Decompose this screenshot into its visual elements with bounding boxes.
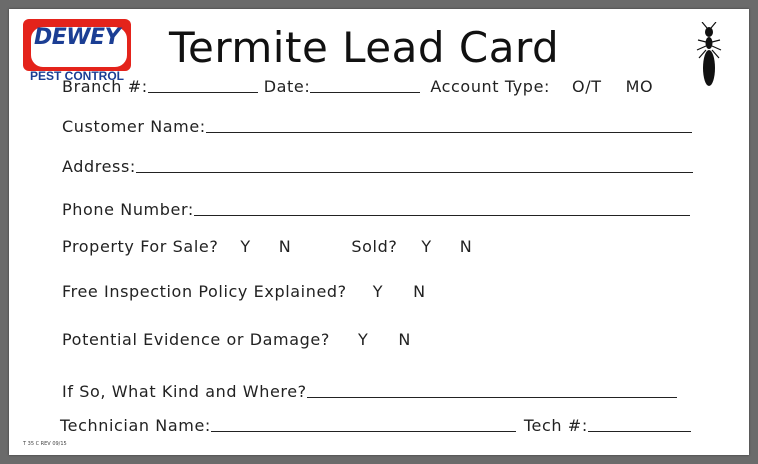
account-option-mo[interactable]: MO	[625, 77, 654, 96]
date-label: Date:	[263, 77, 311, 96]
sale-row	[62, 237, 472, 256]
branch-label: Branch #:	[62, 77, 148, 96]
customer-row	[62, 117, 692, 136]
free-inspection-row	[62, 282, 426, 301]
customer-name-label: Customer Name:	[62, 117, 206, 136]
phone-label: Phone Number:	[62, 200, 194, 219]
address-row	[62, 157, 693, 176]
phone-row	[62, 200, 690, 219]
evidence-label: Potential Evidence or Damage?	[62, 330, 330, 349]
company-logo	[23, 19, 131, 85]
address-field[interactable]	[136, 171, 693, 173]
address-label: Address:	[62, 157, 136, 176]
card-title: Termite Lead Card	[169, 23, 560, 72]
for-sale-yes[interactable]: Y	[240, 237, 251, 256]
account-type-label: Account Type:	[430, 77, 551, 96]
form-code: T 35 C REV 09/15	[23, 441, 67, 447]
termite-icon	[696, 22, 722, 88]
sold-yes[interactable]: Y	[421, 237, 432, 256]
technician-row	[60, 416, 691, 435]
if-so-row	[62, 382, 677, 401]
free-inspection-yes[interactable]: Y	[372, 282, 384, 301]
branch-field[interactable]	[148, 91, 258, 93]
customer-name-field[interactable]	[206, 131, 692, 133]
phone-field[interactable]	[194, 214, 690, 216]
evidence-row	[62, 330, 411, 349]
technician-name-field[interactable]	[211, 430, 516, 432]
for-sale-label: Property For Sale?	[62, 237, 219, 256]
if-so-label: If So, What Kind and Where?	[62, 382, 307, 401]
for-sale-no[interactable]: N	[278, 237, 292, 256]
if-so-field[interactable]	[307, 396, 677, 398]
sold-label: Sold?	[351, 237, 398, 256]
evidence-yes[interactable]: Y	[357, 330, 369, 349]
technician-name-label: Technician Name:	[60, 416, 211, 435]
free-inspection-label: Free Inspection Policy Explained?	[62, 282, 347, 301]
branch-row	[62, 77, 653, 96]
free-inspection-no[interactable]: N	[413, 282, 426, 301]
account-option-ot[interactable]: O/T	[572, 77, 602, 96]
lead-card	[9, 9, 749, 455]
evidence-no[interactable]: N	[398, 330, 411, 349]
date-field[interactable]	[310, 91, 420, 93]
sold-no[interactable]: N	[459, 237, 473, 256]
logo-subtitle: PEST CONTROL	[29, 69, 124, 83]
logo-brand-text: DEWEY	[33, 25, 120, 50]
tech-number-label: Tech #:	[523, 416, 588, 435]
tech-number-field[interactable]	[588, 430, 691, 432]
